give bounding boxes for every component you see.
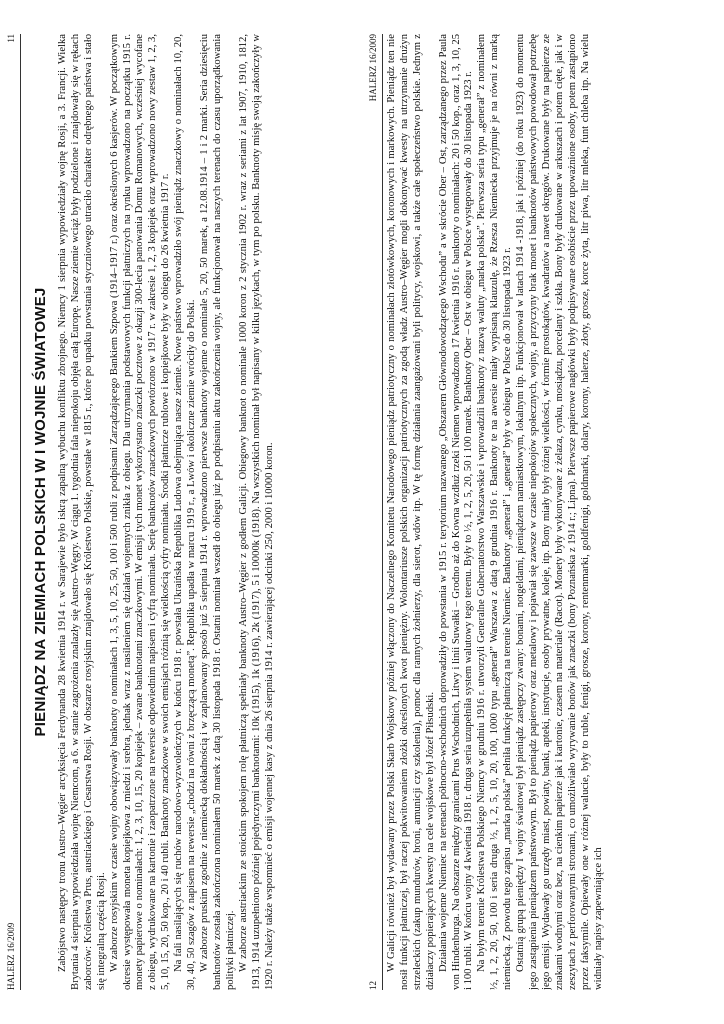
paragraph: Zabójstwo następcy tronu Austro–Węgier arcyksięcia Ferdynanda 28 kwietnia 1914 r. w Sarajewie było iskrą zapalną wybuchu konfliktu zbrojnego. Niemcy 1 sierpnia wypowiedziały wojnę Rosji, a 3. Francji. Wielka Brytania 4 sierpnia wypowiedziała wojnę Niemcom, a 6. w stanie zagrożenia znalazły się Austro–Węgry. W ciągu 1. tygodnia fala niepokoju objęła całą Europę. Nasze ziemie wciąż były podzielone i znajdowały się w rękach zaborców: Królestwa Prus, austriackiego i Cesarstwa Rosji. W obszarze rosyjskim znajdowało się Królestwo Polskie, powstałe w 1815 r., które po upadku powstania styczniowego utraciło charakter odrębnego państwa i stało się integralną częścią Rosji. xyxy=(57,34,107,990)
paragraph: W Galicji również był wydawany przez Polski Skarb Wojskowy później włączony do Naczelnego Komitetu Narodowego pieniądz patriotyczny o nominałach złotówkowych, koronowych i markowych. Pieniądz ten nie nosił funkcji płatniczej, był raczej pokwitowaniem złożki określonych kwot pieniężny. Wolontariusze polskich organizacji patriotycznych za zgodą władz Austro–Węgier mogli dokonywać kwesty na utrzymanie drużyn strzeleckich (zakup mundurów, broni, amunicji czy szkolenia), pomoc dla rannych żołnierzy, dla sierot, wdów itp. W tę formę działania zaangażowani byli politycy, wojskowi, a także całe społeczeństwo polskie. Jednym z działaczy popierających kwesty na cele wojskowe był Józef Piłsudski. xyxy=(386,34,436,990)
paragraph: Ostatnią grupą pieniędzy I wojny światowej był pieniądz zastępczy zwany: bonami, notgeldami, pieniądzem namiastkowym, lokalnym itp. Funkcjonował w latach 1914 -1918, jak i później (do roku 1923) do momentu jego zastąpienia pieniądzem państwowym. Był to pieniądz papierowy oraz metalowy i pojawiał się zawsze w czasie niepokojów społecznych, wojny, a przyczyny brak monet i banknotów państwowych powodował potrzebę jego emisji. Wydawały go urzędy miast, powiaty, banki, apteki, instytucje, osoby prywatne, koleje, itp. Bony miały były różnej wielkości, w formie prostokątów, kwadratów a nawet okręgów. Drukowane były na papierze ze znakami wodnymi oraz bez, na cienkim papierze jak i kartonie, czasem na materiale (Racot). Monety były wykonywane z żelaza, cynku, mosiądzu, porcelany i szkła. Bony były drukowane w arkuszach i potem cięte, jak i w zeszytach z perforowanymi stronami, co umożliwiało wyrywanie bonów jak znaczki (bony Poznańska z 1914 r.; Lipna). Pierwsze papierowe nagłówki były podpisywane osobiście przez upoważnione osoby, potem zastąpiono przez faksymile. Opiewały one w różnej walucie, były to ruble, fenigi, grosze, korony, rentenmarki, goldfenigi, goldmarki, dolary, korony, halerze, złoty, grosze, korce żyta, litr piwa, litr mleka, funt chleba itp. Na wielu widniały napisy zapewniające ich xyxy=(515,34,604,990)
paragraph: Działania wojenne Niemiec na terenach północno-wschodnich doprowadziły do powstania w 1915 r. terytorium nazwanego „Obszarem Głównodowodzącego Wschodu” a w skrócie Ober – Ost, zarządzanego przez Paula von Hindenburga. Na obszarze między granicami Prus Wschodnich, Litwy i linii Suwałki – Grodno aż do Kowna wzdłuż rzeki Niemen wprowadzono 17 kwietnia 1916 r. banknoty o nominałach: 20 i 50 kop., oraz 1, 3, 10, 25 i 100 rubli. W końcu wojny 4 kwietnia 1918 r. druga seria uzupełniła system walutowy tego terenu. Były to ½, 1, 2, 5, 20, 50 i 100 marek. Banknoty Ober – Ost w obiegu w Polsce występowały do 30 listopada 1923 r. xyxy=(437,34,475,990)
page-number: 12 xyxy=(368,981,378,990)
header-right-text: HALERZ 16/2009 xyxy=(368,34,378,102)
page-body xyxy=(386,34,718,990)
page-header xyxy=(366,34,383,990)
right-page xyxy=(362,0,724,1024)
paragraph: W zaborze rosyjskim w czasie wojny obowiązywały banknoty o nominałach 1, 3, 5, 10, 25, 50, 100 i 500 rubli z podpisami Zarządzającego Bankiem Szpowa (1914–1917 r.) oraz określonych 6 kasjerów. W początkowym okresie występowała moneta kopiejkowa z miedzi i srebra, jednak wraz z nasileniem się działań wojennych znikła z obiegu. Dla utrzymania podstawowych funkcji płatniczych na rynku wprowadzono na początku 1915 r. monety papierowe o nominałach: 1, 2, 3, 10, 15, 20 kopiejek – zwane banknotami znaczkowymi. W emisji tych monet wykorzystano znaczki pocztowe z okazji 300-lecia panowania Domu Romanowych, wcześniej wycofane z obiegu, wydrukowane na kartonie i zaopatrzone na rewersie odpowiednim napisem i cyfrą nominału. Serię banknotów znaczkowych powtórzono w 1917 r. w zakresie 1, 2, 3 kopiejek oraz wprowadzono nowy zestaw 1, 2, 3, 5, 10, 15, 20, 50 kop., 20 i 40 rubli. Banknoty znaczkowe w swoich emisjach różnią się wielkością cyfry nominału. Środki płatnicze rublowe i kopiejkowe były w obiegu do 26 kwietnia 1917 r. xyxy=(108,34,172,990)
paragraph: Na byłym terenie Królestwa Polskiego Niemcy w grudniu 1916 r. utworzyli Generalne Gubernatorstwo Warszawskie i wprowadzili banknoty z nazwą waluty „marka polska”. Pierwsza seria typu „generał” z nominałem ½, 1, 2, 20, 50, 100 i seria druga ½, 1, 2, 5, 10, 20, 100, 1000 typu „generał” Warszawa z datą 9 grudnia 1916 r. Banknoty te na awersie miały wypisaną klauzulę, że Rzesza Niemiecka przyjmuje je na równi z marką niemiecką. Z powodu tego zapisu „marka polska” pełniła funkcję płatniczą na terenie Niemiec. Banknoty „generał” i „generał” były w obiegu w Polsce do 30 listopada 1923 r. xyxy=(476,34,514,990)
paragraph: Na fali nasilających się ruchów narodowo-wyzwoleńczych w końcu 1918 r. powstała Ukraińska Republika Ludowa obejmująca nasze ziemie. Nowe państwo wprowadziło swój pieniądz znaczkowy o nominałach 10, 20, 30, 40, 50 szagów z napisem na rewersie „chodzi na równi z brzęczącą monetą”. Republika upadła w marcu 1919 r., a Lwów i okoliczne ziemie wróciły do Polski. xyxy=(173,34,198,990)
page-number: 11 xyxy=(6,34,16,43)
header-left-text: HALERZ 16/2009 xyxy=(6,922,16,990)
paragraph: W zaborze austriackim ze stoickim spokojem rolę płatniczą spełniały banknoty Austro–Węgier z godłem Galicji. Obiegowy banknot o nominale 1000 koron z 2 stycznia 1902 r. wraz z seriami z lat 1907, 1910, 1812, 1913, 1914 uzupełniono później pojedynczymi banknotami: 10k (1915), 1k (1916), 2k (1917), 5 i 10000k (1918). Na wszystkich nominał był napisany w kilku językach, w tym po polsku. Banknoty misję swoją zakończyły w 1920 r. Należy także wspomnieć o emisji wojennej kasy z dnia 26 sierpnia 1914 r. zawierającej odcinki 250, 2000 i 10000 koron. xyxy=(237,34,275,990)
article-title: PIENIĄDZ NA ZIEMIACH POLSKICH W I WOJNIE ŚWIATOWEJ xyxy=(32,287,49,737)
page-header xyxy=(4,34,21,990)
paragraph: W zaborze pruskim zgodnie z niemiecką dokładnością i w zaplanowany sposób już 5 sierpnia 1914 r. wprowadzono pierwsze banknoty wojenne o nominale 5, 20, 50 marek, a 12.08.1914 – 1 i 2 marki. Seria dziesięciu banknotów została zakończona nominałem 50 marek z datą 30 listopada 1918 r. Ostatni nominał wszedł do obiegu już po podpisaniu aktu zakończenia wojny, ale funkcjonował na naszych terenach do czasu uporządkowania polityki płatniczej. xyxy=(198,34,236,990)
page-body xyxy=(26,34,356,990)
